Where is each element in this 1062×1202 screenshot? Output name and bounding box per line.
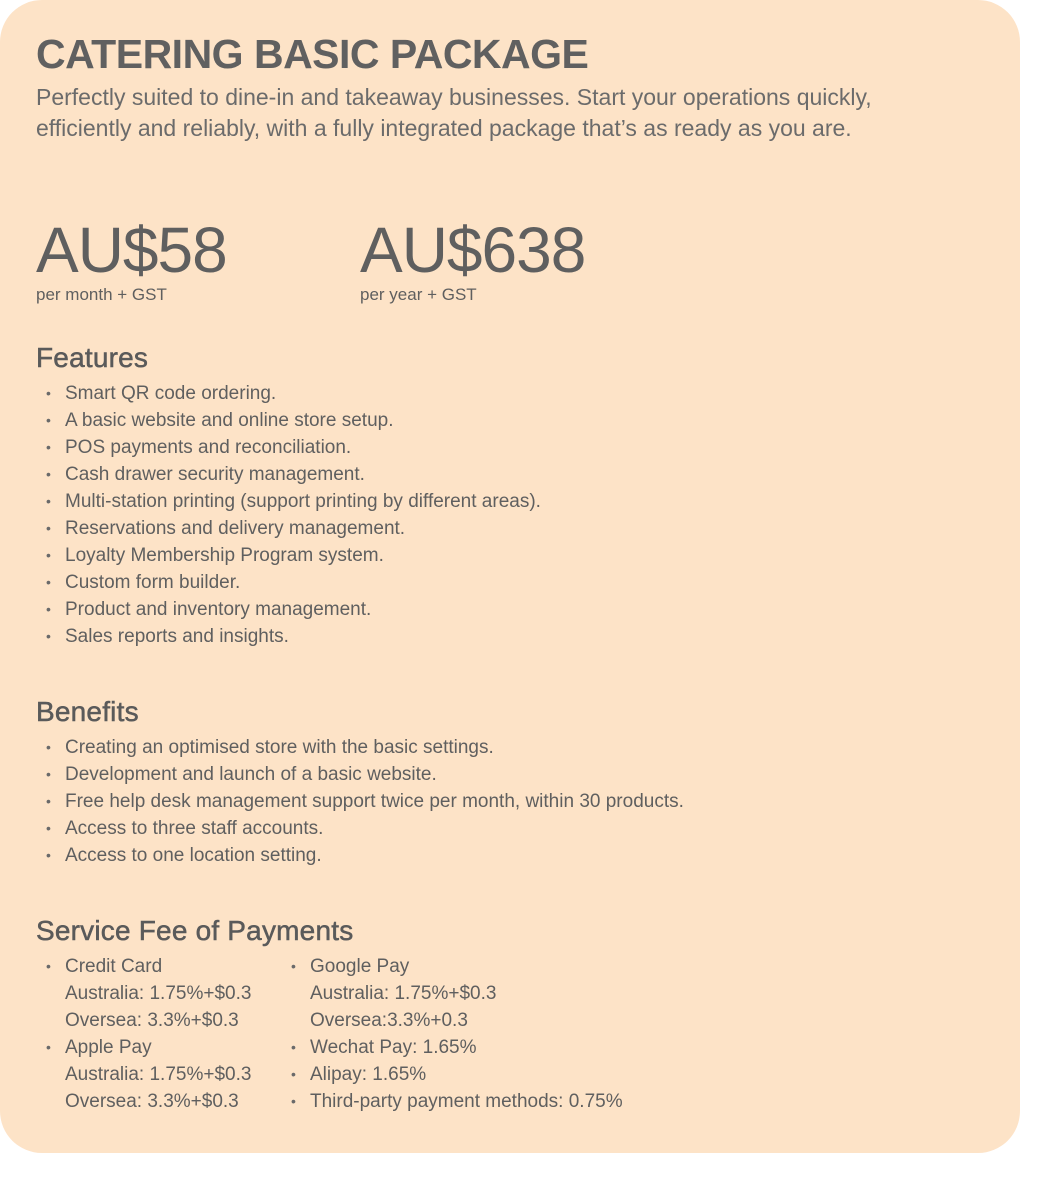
yearly-price-amount: AU$638	[360, 214, 586, 286]
benefit-item: • Development and launch of a basic website.	[36, 761, 684, 788]
fee-rate-line: Oversea: 3.3%+$0.3	[65, 1091, 239, 1112]
yearly-price-period: per year + GST	[360, 285, 477, 304]
feature-item: • Reservations and delivery management.	[36, 515, 541, 542]
benefits-list	[36, 734, 684, 869]
fees-column-right	[281, 953, 623, 1115]
fee-rate-line: Australia: 1.75%+$0.3	[310, 983, 497, 1004]
benefits-heading: Benefits	[36, 696, 139, 727]
feature-item: • Cash drawer security management.	[36, 461, 541, 488]
feature-item: • Sales reports and insights.	[36, 623, 541, 650]
fee-item-wechat-pay: • Wechat Pay: 1.65%	[281, 1034, 623, 1061]
features-list	[36, 380, 541, 650]
feature-item: • Custom form builder.	[36, 569, 541, 596]
yearly-price	[360, 212, 585, 306]
package-description: Perfectly suited to dine-in and takeaway businesses. Start your operations quickly, efficiently and reliably, with a fully integrated package that’s as ready as you are.	[36, 84, 872, 141]
fees-section	[36, 914, 623, 1115]
monthly-price-amount: AU$58	[36, 214, 227, 286]
fee-item-google-pay	[281, 953, 623, 1034]
fees-columns	[36, 953, 623, 1115]
fee-item-credit-card	[36, 953, 281, 1034]
benefits-section	[36, 695, 684, 869]
feature-item: • POS payments and reconciliation.	[36, 434, 541, 461]
monthly-price	[36, 212, 360, 306]
fee-item-third-party: • Third-party payment methods: 0.75%	[281, 1088, 623, 1115]
fee-rate-line: Oversea: 3.3%+$0.3	[65, 1010, 239, 1031]
fee-rate-line: Oversea:3.3%+0.3	[310, 1010, 468, 1031]
fee-method-name: • Apple Pay	[65, 1037, 152, 1058]
feature-item: • Multi-station printing (support printing by different areas).	[36, 488, 541, 515]
benefit-item: • Access to one location setting.	[36, 842, 684, 869]
fee-method-name: • Credit Card	[65, 956, 163, 977]
feature-item: • Loyalty Membership Program system.	[36, 542, 541, 569]
fees-column-left	[36, 953, 281, 1115]
feature-item: • Smart QR code ordering.	[36, 380, 541, 407]
feature-item: • A basic website and online store setup.	[36, 407, 541, 434]
fees-heading: Service Fee of Payments	[36, 915, 354, 946]
benefit-item: • Access to three staff accounts.	[36, 815, 684, 842]
monthly-price-period: per month + GST	[36, 285, 167, 304]
fees-list-right	[281, 953, 623, 1115]
fee-item-alipay: • Alipay: 1.65%	[281, 1061, 623, 1088]
fees-list-left	[36, 953, 281, 1115]
benefit-item: • Creating an optimised store with the basic settings.	[36, 734, 684, 761]
fee-rate-line: Australia: 1.75%+$0.3	[65, 1064, 252, 1085]
fee-rate-line: Australia: 1.75%+$0.3	[65, 983, 252, 1004]
feature-item: • Product and inventory management.	[36, 596, 541, 623]
fee-method-name: • Google Pay	[310, 956, 410, 977]
package-title: CATERING BASIC PACKAGE	[36, 31, 589, 77]
fee-item-apple-pay	[36, 1034, 281, 1115]
pricing-row	[36, 212, 585, 306]
features-heading: Features	[36, 342, 149, 373]
features-section	[36, 341, 541, 650]
benefit-item: • Free help desk management support twice per month, within 30 products.	[36, 788, 684, 815]
